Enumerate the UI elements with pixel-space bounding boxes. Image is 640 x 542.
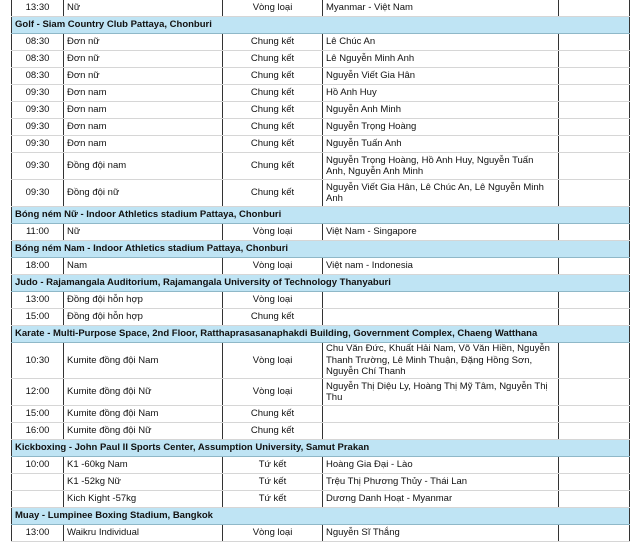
table-row [12, 525, 630, 542]
table-row [12, 406, 630, 423]
round-cell: Chung kết [223, 85, 323, 102]
time-cell: 08:30 [12, 34, 64, 51]
round-cell: Chung kết [223, 51, 323, 68]
table-row [12, 34, 630, 51]
note-cell [559, 224, 630, 241]
round-cell: Chung kết [223, 180, 323, 207]
note-cell [559, 292, 630, 309]
table-row [12, 153, 630, 180]
athletes-cell [323, 406, 559, 423]
event-cell: Waikru Individual [64, 525, 223, 542]
round-cell: Chung kết [223, 309, 323, 326]
note-cell [559, 51, 630, 68]
venue-title: Golf - Siam Country Club Pattaya, Chonburi [12, 17, 630, 34]
event-cell: Đơn nam [64, 136, 223, 153]
event-cell: Nam [64, 258, 223, 275]
time-cell: 08:30 [12, 51, 64, 68]
venue-header-row [12, 17, 630, 34]
event-cell: Đồng đội nữ [64, 180, 223, 207]
round-cell: Chung kết [223, 102, 323, 119]
athletes-cell: Nguyễn Sĩ Thắng [323, 525, 559, 542]
athletes-cell [323, 423, 559, 440]
time-cell: 09:30 [12, 180, 64, 207]
athletes-cell: Nguyễn Trọng Hoàng [323, 119, 559, 136]
note-cell [559, 119, 630, 136]
note-cell [559, 258, 630, 275]
note-cell [559, 379, 630, 406]
athletes-cell [323, 292, 559, 309]
time-cell: 18:00 [12, 258, 64, 275]
athletes-cell: Nguyễn Thị Diệu Ly, Hoàng Thị Mỹ Tâm, Nguyễn Thị Thu [323, 379, 559, 406]
round-cell: Chung kết [223, 153, 323, 180]
event-cell: K1 -52kg Nữ [64, 474, 223, 491]
event-cell: Nữ [64, 0, 223, 17]
note-cell [559, 136, 630, 153]
venue-title: Bóng ném Nam - Indoor Athletics stadium Pattaya, Chonburi [12, 241, 630, 258]
round-cell: Tứ kết [223, 474, 323, 491]
time-cell: 09:30 [12, 136, 64, 153]
note-cell [559, 406, 630, 423]
schedule-sheet [11, 0, 628, 542]
table-row [12, 258, 630, 275]
table-row [12, 85, 630, 102]
note-cell [559, 180, 630, 207]
time-cell: 13:30 [12, 0, 64, 17]
event-cell: Kich Kight -57kg [64, 491, 223, 508]
table-row [12, 119, 630, 136]
table-row [12, 474, 630, 491]
table-row [12, 68, 630, 85]
event-cell: Đồng đội hỗn hợp [64, 292, 223, 309]
round-cell: Vòng loại [223, 0, 323, 17]
athletes-cell: Trệu Thị Phương Thủy - Thái Lan [323, 474, 559, 491]
event-cell: Đơn nữ [64, 34, 223, 51]
round-cell: Vòng loại [223, 525, 323, 542]
event-cell: Kumite đồng đội Nam [64, 406, 223, 423]
round-cell: Tứ kết [223, 491, 323, 508]
round-cell: Vòng loại [223, 224, 323, 241]
time-cell: 08:30 [12, 68, 64, 85]
round-cell: Chung kết [223, 423, 323, 440]
venue-title: Karate - Multi-Purpose Space, 2nd Floor, Ratthaprasasanaphakdi Building, Government Complex, Chaeng Watthana [12, 326, 630, 343]
round-cell: Vòng loại [223, 379, 323, 406]
note-cell [559, 68, 630, 85]
athletes-cell: Việt Nam - Singapore [323, 224, 559, 241]
event-cell: Đồng đội hỗn hợp [64, 309, 223, 326]
note-cell [559, 457, 630, 474]
time-cell: 13:00 [12, 292, 64, 309]
event-cell: K1 -60kg Nam [64, 457, 223, 474]
event-cell: Kumite đồng đội Nữ [64, 423, 223, 440]
round-cell: Tứ kết [223, 457, 323, 474]
note-cell [559, 102, 630, 119]
table-row [12, 309, 630, 326]
schedule-table [11, 0, 630, 542]
athletes-cell: Nguyễn Viết Gia Hân, Lê Chúc An, Lê Nguyễn Minh Anh [323, 180, 559, 207]
note-cell [559, 491, 630, 508]
table-row [12, 102, 630, 119]
athletes-cell: Chu Văn Đức, Khuất Hải Nam, Võ Văn Hiền, Nguyễn Thanh Trường, Lê Minh Thuận, Đặng Hồng Sơn, Nguyễn Chí Thanh [323, 343, 559, 379]
table-row [12, 491, 630, 508]
time-cell: 15:00 [12, 309, 64, 326]
athletes-cell: Nguyễn Viết Gia Hân [323, 68, 559, 85]
note-cell [559, 343, 630, 379]
round-cell: Vòng loại [223, 343, 323, 379]
note-cell [559, 474, 630, 491]
event-cell: Đơn nam [64, 102, 223, 119]
venue-header-row [12, 326, 630, 343]
note-cell [559, 309, 630, 326]
time-cell: 11:00 [12, 224, 64, 241]
table-row [12, 343, 630, 379]
time-cell: 09:30 [12, 85, 64, 102]
time-cell: 09:30 [12, 153, 64, 180]
venue-header-row [12, 275, 630, 292]
time-cell: 09:30 [12, 102, 64, 119]
time-cell: 13:00 [12, 525, 64, 542]
round-cell: Chung kết [223, 406, 323, 423]
table-row [12, 224, 630, 241]
venue-title: Bóng ném Nữ - Indoor Athletics stadium Pattaya, Chonburi [12, 207, 630, 224]
table-row [12, 136, 630, 153]
time-cell: 15:00 [12, 406, 64, 423]
athletes-cell: Việt nam - Indonesia [323, 258, 559, 275]
table-row [12, 180, 630, 207]
event-cell: Kumite đồng đội Nữ [64, 379, 223, 406]
athletes-cell: Lê Nguyễn Minh Anh [323, 51, 559, 68]
round-cell: Chung kết [223, 34, 323, 51]
athletes-cell: Hồ Anh Huy [323, 85, 559, 102]
note-cell [559, 525, 630, 542]
venue-title: Kickboxing - John Paul II Sports Center, Assumption University, Samut Prakan [12, 440, 630, 457]
athletes-cell: Dương Danh Hoạt - Myanmar [323, 491, 559, 508]
table-row [12, 457, 630, 474]
venue-header-row [12, 207, 630, 224]
athletes-cell: Myanmar - Việt Nam [323, 0, 559, 17]
time-cell: 12:00 [12, 379, 64, 406]
note-cell [559, 0, 630, 17]
venue-title: Judo - Rajamangala Auditorium, Rajamangala University of Technology Thanyaburi [12, 275, 630, 292]
table-row [12, 292, 630, 309]
event-cell: Đơn nam [64, 119, 223, 136]
time-cell: 10:30 [12, 343, 64, 379]
table-row [12, 51, 630, 68]
event-cell: Đơn nam [64, 85, 223, 102]
venue-header-row [12, 440, 630, 457]
time-cell [12, 474, 64, 491]
round-cell: Vòng loại [223, 292, 323, 309]
athletes-cell [323, 309, 559, 326]
venue-header-row [12, 508, 630, 525]
venue-header-row [12, 241, 630, 258]
note-cell [559, 85, 630, 102]
event-cell: Nữ [64, 224, 223, 241]
event-cell: Kumite đồng đội Nam [64, 343, 223, 379]
venue-title: Muay - Lumpinee Boxing Stadium, Bangkok [12, 508, 630, 525]
event-cell: Đồng đội nam [64, 153, 223, 180]
time-cell: 16:00 [12, 423, 64, 440]
event-cell: Đơn nữ [64, 68, 223, 85]
round-cell: Vòng loại [223, 258, 323, 275]
note-cell [559, 153, 630, 180]
round-cell: Chung kết [223, 68, 323, 85]
round-cell: Chung kết [223, 136, 323, 153]
time-cell [12, 491, 64, 508]
event-cell: Đơn nữ [64, 51, 223, 68]
athletes-cell: Nguyễn Tuấn Anh [323, 136, 559, 153]
athletes-cell: Nguyễn Anh Minh [323, 102, 559, 119]
note-cell [559, 34, 630, 51]
table-row [12, 0, 630, 17]
table-row [12, 423, 630, 440]
note-cell [559, 423, 630, 440]
athletes-cell: Lê Chúc An [323, 34, 559, 51]
round-cell: Chung kết [223, 119, 323, 136]
time-cell: 09:30 [12, 119, 64, 136]
athletes-cell: Hoàng Gia Đại - Lào [323, 457, 559, 474]
athletes-cell: Nguyễn Trọng Hoàng, Hồ Anh Huy, Nguyễn Tuấn Anh, Nguyễn Anh Minh [323, 153, 559, 180]
table-row [12, 379, 630, 406]
time-cell: 10:00 [12, 457, 64, 474]
